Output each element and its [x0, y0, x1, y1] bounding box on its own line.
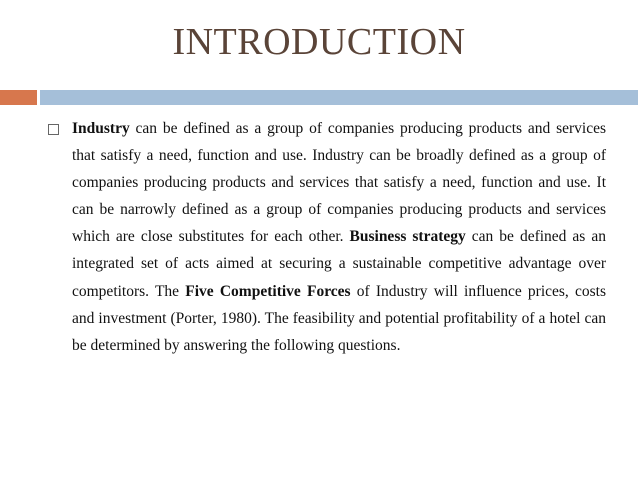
paragraph-text-2: can be defined as an integrated set of acts aimed at securing a sustainable competitive advantage over competitors. The [72, 228, 606, 300]
bullet-paragraph [72, 115, 606, 359]
term-business-strategy: Business strategy [349, 228, 466, 246]
paragraph-text-1: can be defined as a group of companies producing products and services that satisfy a need, function and use. Industry can be broadly defined as a group of companies producing products and services that satisfy a need, function and use. It can be narrowly defined as a group of companies producing products and services which are close substitutes for each other. [72, 120, 606, 246]
slide-title: INTRODUCTION [172, 21, 466, 63]
paragraph-text-3: of Industry will influence prices, costs and investment (Porter, 1980). The feasibility and potential profitability of a hotel can be determined by answering the following questions. [72, 282, 606, 354]
square-bullet-icon [48, 124, 59, 135]
term-five-competitive-forces: Five Competitive Forces [185, 282, 351, 300]
title-divider-bar [40, 90, 638, 105]
term-industry: Industry [72, 120, 130, 137]
title-divider-accent [0, 90, 37, 105]
